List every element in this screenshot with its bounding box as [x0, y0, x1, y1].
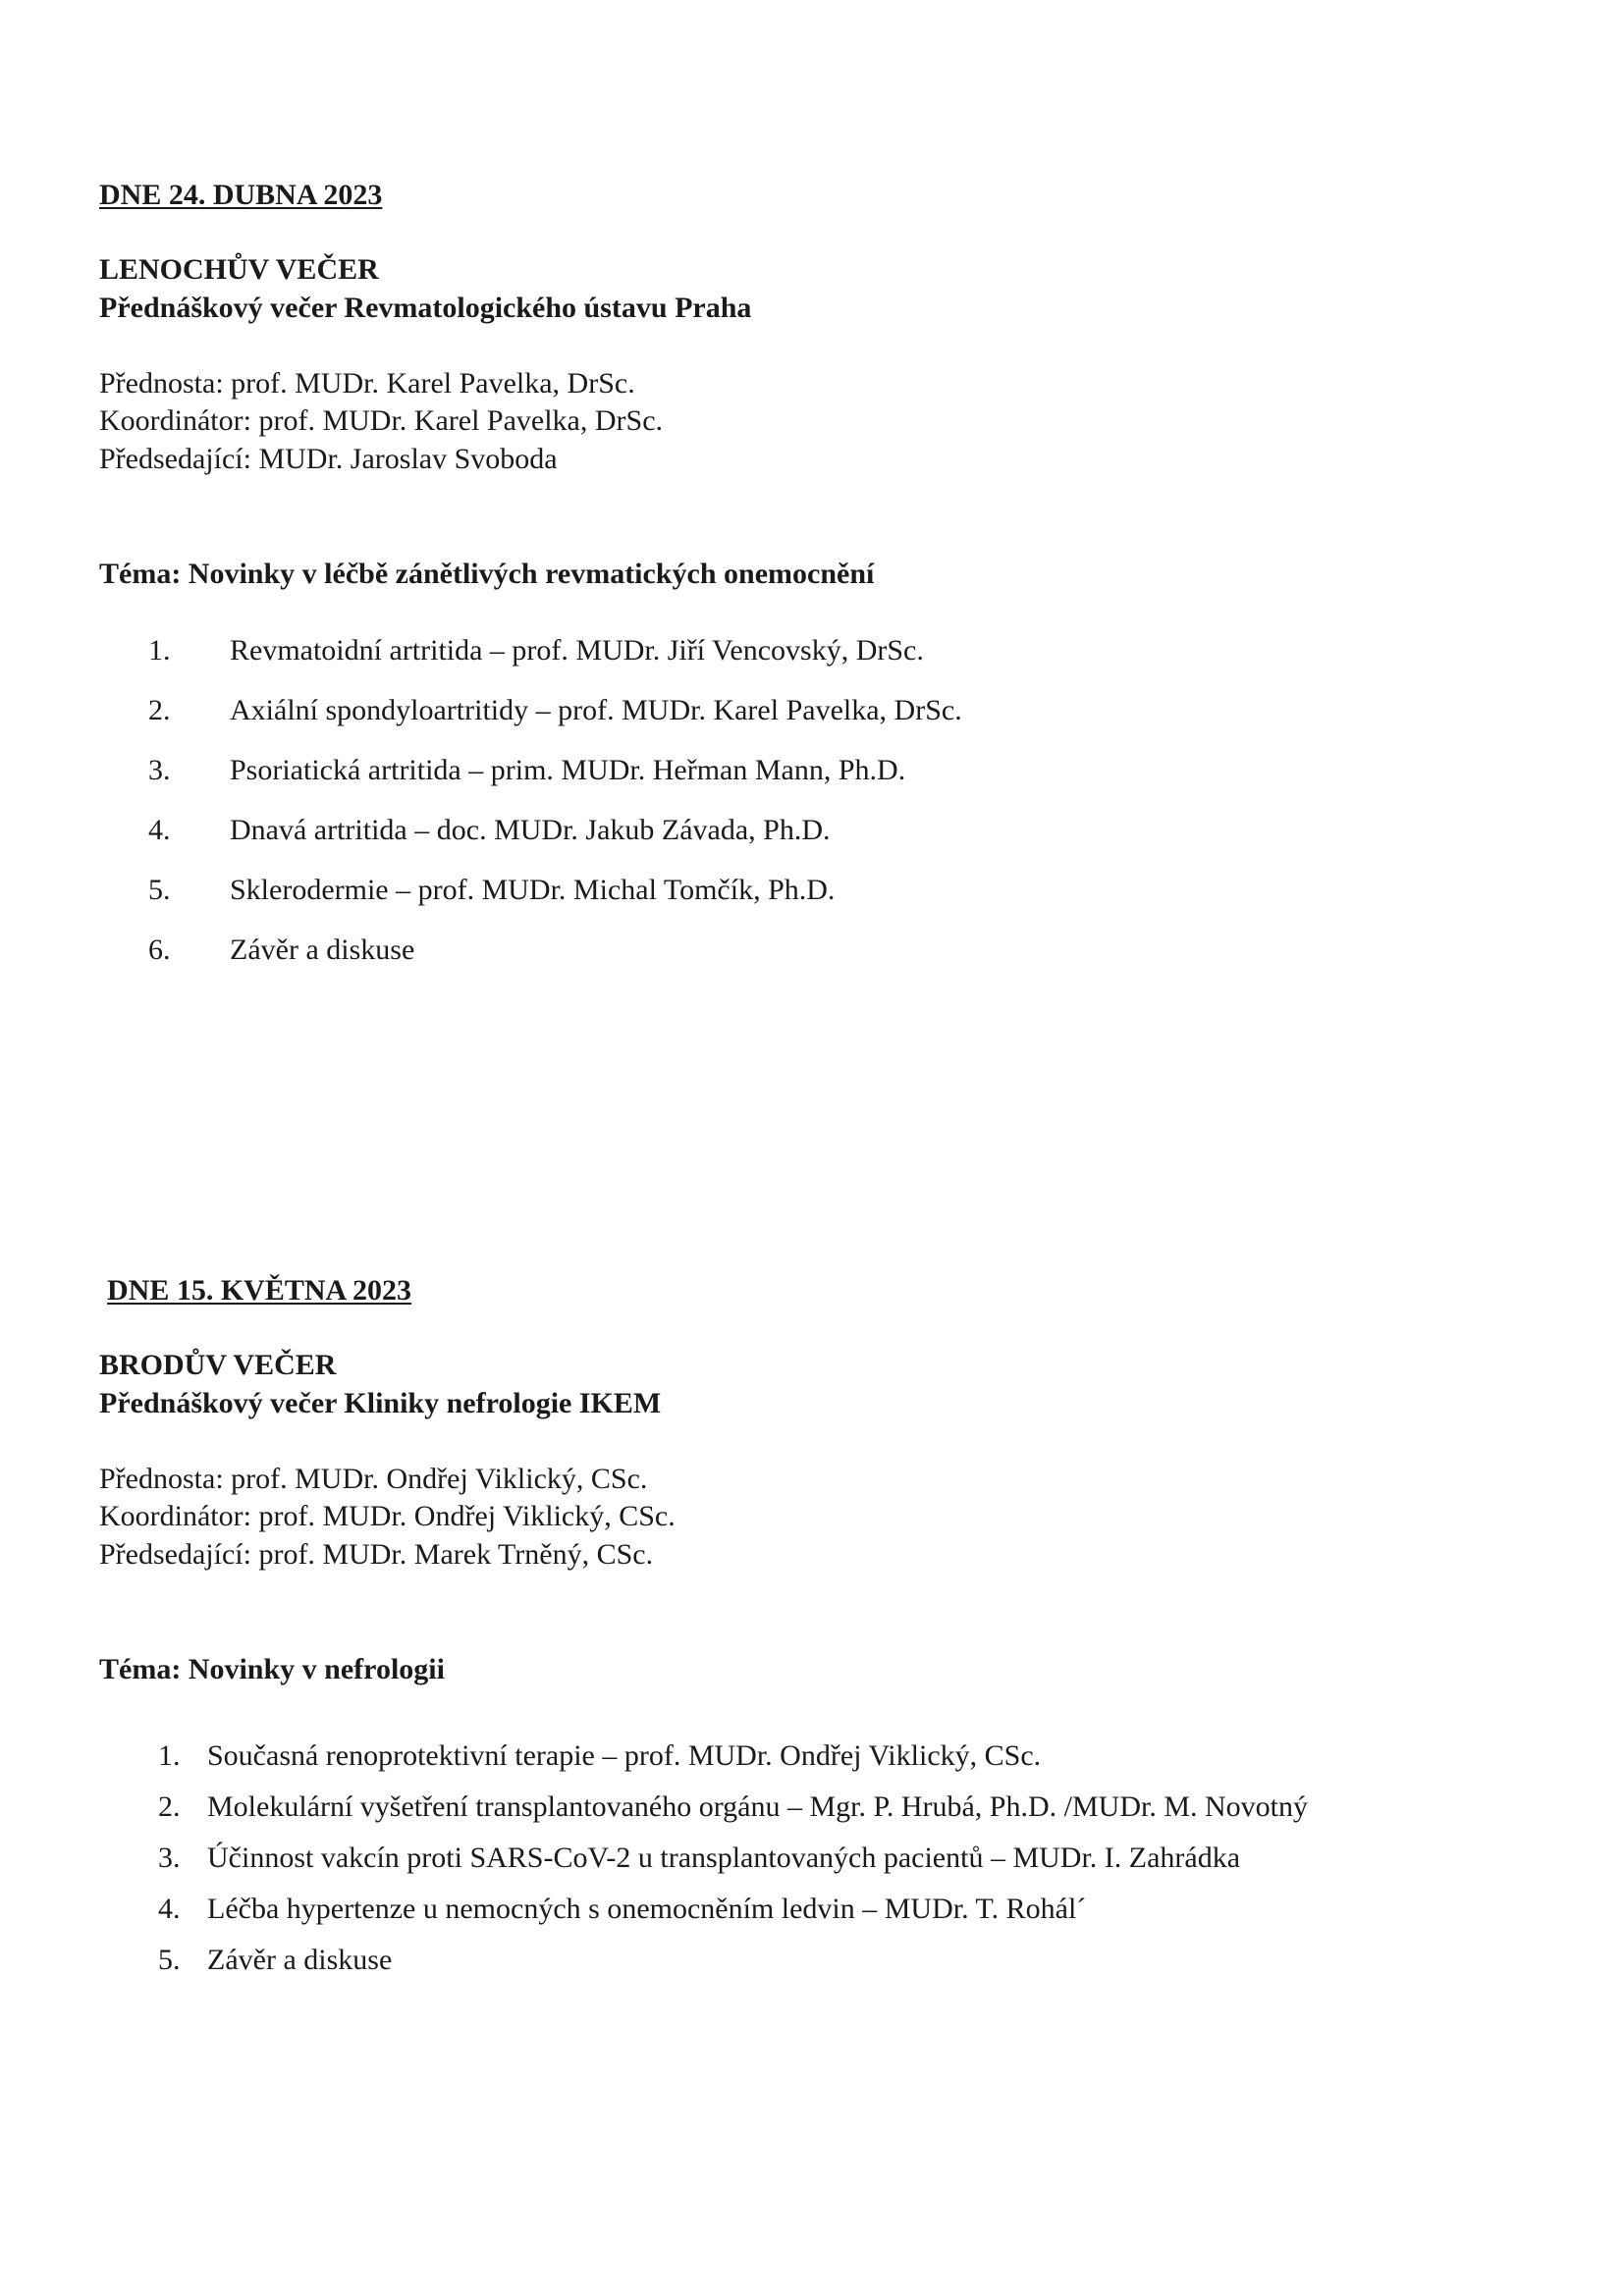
- list-item-number: 4.: [158, 1893, 181, 1925]
- list-item-text: Závěr a diskuse: [207, 1944, 393, 1976]
- list-item-number: 4.: [148, 814, 171, 846]
- list-item-text: Revmatoidní artritida – prof. MUDr. Jiří Vencovský, DrSc.: [230, 634, 924, 667]
- head-of-department: Přednosta: prof. MUDr. Karel Pavelka, DrSc.: [99, 367, 635, 400]
- coordinator: Koordinátor: prof. MUDr. Ondřej Viklický, CSc.: [99, 1500, 676, 1532]
- list-item-text: Psoriatická artritida – prim. MUDr. Heřman Mann, Ph.D.: [230, 754, 906, 786]
- topic: Téma: Novinky v nefrologii: [99, 1653, 445, 1685]
- list-item-text: Molekulární vyšetření transplantovaného orgánu – Mgr. P. Hrubá, Ph.D. /MUDr. M. Novotný: [207, 1790, 1309, 1823]
- event-title: LENOCHŮV VEČER: [99, 253, 379, 286]
- list-item-text: Axiální spondyloartritidy – prof. MUDr. Karel Pavelka, DrSc.: [230, 694, 962, 726]
- coordinator: Koordinátor: prof. MUDr. Karel Pavelka, DrSc.: [99, 404, 664, 437]
- list-item-number: 5.: [148, 874, 171, 906]
- list-item-text: Současná renoprotektivní terapie – prof. MUDr. Ondřej Viklický, CSc.: [207, 1739, 1042, 1772]
- list-item-number: 5.: [158, 1944, 181, 1976]
- list-item-number: 2.: [158, 1790, 181, 1823]
- list-item-text: Léčba hypertenze u nemocných s onemocněním ledvin – MUDr. T. Rohál´: [207, 1893, 1087, 1925]
- list-item-text: Účinnost vakcín proti SARS-CoV-2 u transplantovaných pacientů – MUDr. I. Zahrádka: [207, 1842, 1241, 1874]
- list-item-number: 3.: [158, 1842, 181, 1874]
- list-item-number: 6.: [148, 934, 171, 966]
- topic: Téma: Novinky v léčbě zánětlivých revmatických onemocnění: [99, 558, 875, 590]
- event-subtitle: Přednáškový večer Revmatologického ústavu Praha: [99, 292, 752, 324]
- head-of-department: Přednosta: prof. MUDr. Ondřej Viklický, CSc.: [99, 1463, 648, 1495]
- list-item-number: 1.: [148, 634, 171, 667]
- event-date: DNE 15. KVĚTNA 2023: [107, 1274, 412, 1307]
- event-date: DNE 24. DUBNA 2023: [99, 179, 383, 211]
- list-item-text: Závěr a diskuse: [230, 934, 415, 966]
- list-item-text: Dnavá artritida – doc. MUDr. Jakub Závada, Ph.D.: [230, 814, 831, 846]
- list-item-number: 1.: [158, 1739, 181, 1772]
- event-subtitle: Přednáškový večer Kliniky nefrologie IKEM: [99, 1387, 662, 1419]
- list-item-number: 2.: [148, 694, 171, 726]
- chairperson: Předsedající: MUDr. Jaroslav Svoboda: [99, 443, 558, 475]
- event-title: BRODŮV VEČER: [99, 1349, 337, 1381]
- list-item-text: Sklerodermie – prof. MUDr. Michal Tomčík, Ph.D.: [230, 874, 836, 906]
- list-item-number: 3.: [148, 754, 171, 786]
- chairperson: Předsedající: prof. MUDr. Marek Trněný, CSc.: [99, 1538, 654, 1571]
